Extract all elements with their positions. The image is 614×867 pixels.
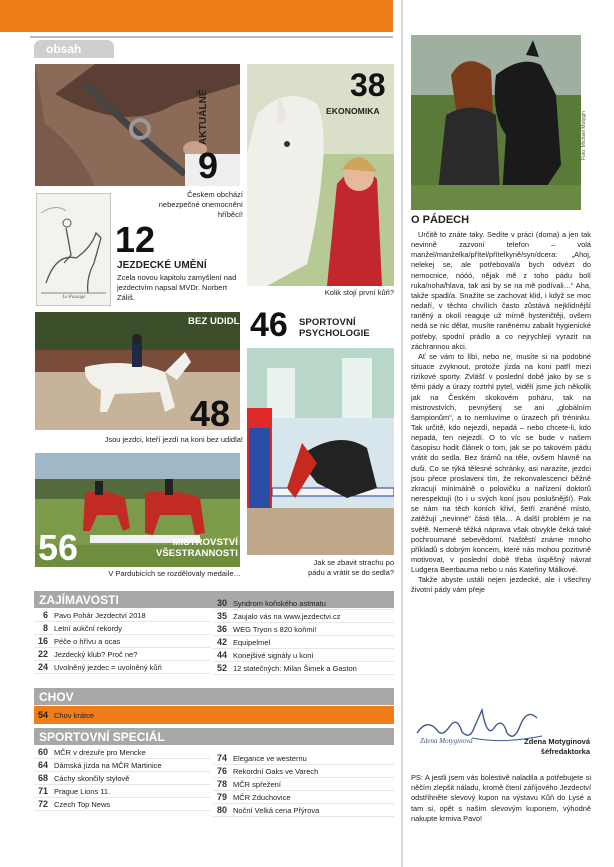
list-item[interactable] [34, 609, 210, 622]
item-title: Uvolněný jezdec = uvolněný kůň [54, 662, 162, 672]
item-page: 16 [37, 635, 48, 646]
item-page: 6 [42, 609, 48, 620]
feature-page-9: 9 [198, 145, 219, 186]
list-item[interactable] [34, 661, 210, 674]
list-item[interactable] [34, 759, 210, 772]
signature-text: Zdena Motyginová [420, 737, 473, 745]
section-bar-chov: CHOV [34, 688, 394, 705]
header-bar [0, 0, 393, 32]
item-page: 42 [216, 636, 227, 647]
list-item[interactable] [213, 610, 394, 623]
article-body [411, 230, 591, 596]
item-title: Zaujalo vás na www.jezdectvi.cz [233, 611, 341, 621]
article-ps: PS: A jestli jsem vás bolestivě naladila a potřebujete si něčím zlepšit náladu, kromě čtení záříjového Jezdectví odstřihněte slevový kupon na výstavu Kůň do Lysé a tam si, opět s naším slevovým kuponem, výhodně nakupte krmiva Pavo! [411, 773, 591, 823]
item-title: Konejšivé signály u koní [233, 650, 314, 660]
list-item[interactable] [34, 622, 210, 635]
feature-section-9: AKTUÁLNĚ [198, 89, 209, 145]
feature-caption-12: Zcela novou kapitolu zamyšlení nad jezdectvím napsal MVDr. Norbert Záliš. [117, 273, 237, 302]
list-sport-left [34, 746, 210, 811]
list-item[interactable] [213, 778, 394, 791]
item-title: WEG Tryon s 820 koňmi! [233, 624, 317, 634]
list-item[interactable] [213, 636, 394, 649]
list-item[interactable] [213, 791, 394, 804]
list-zajimavosti-right [213, 597, 394, 675]
item-page: 79 [216, 791, 227, 802]
item-page: 60 [37, 746, 48, 757]
section-bar-zajimavosti: ZAJÍMAVOSTI [34, 591, 394, 608]
list-item[interactable] [34, 798, 210, 811]
feature-caption-56: V Pardubicích se rozdělovaly medaile… [108, 569, 241, 578]
item-title: Péče o hřívu a ocas [54, 636, 121, 646]
item-page: 30 [216, 597, 227, 608]
feature-section-12: JEZDECKÉ UMĚNÍ [117, 260, 207, 271]
item-title: Rekordní Oaks ve Varech [233, 766, 319, 776]
item-title: Dámská jízda na MČR Martinice [54, 760, 162, 770]
list-sport-right [213, 752, 394, 817]
list-item[interactable] [213, 804, 394, 817]
list-item[interactable] [213, 662, 394, 675]
item-title: 12 statečných: Milan Šimek a Gaston [233, 663, 357, 673]
item-page: 54 [37, 710, 48, 720]
feature-section-46: SPORTOVNÍ PSYCHOLOGIE [299, 317, 370, 339]
article-title: O PÁDECH [411, 214, 470, 226]
list-zajimavosti-left [34, 609, 210, 674]
feature-page-48: 48 [190, 393, 231, 434]
item-page: 74 [216, 752, 227, 763]
feature-section-38: EKONOMIKA [326, 106, 380, 116]
item-title: Pavo Pohár Jezdectví 2018 [54, 610, 146, 620]
engraving-caption: Le Passage [62, 295, 86, 300]
editor-name: Zdena Motyginová [524, 737, 590, 746]
item-page: 71 [37, 785, 48, 796]
feature-caption-46: Jak se zbavit strachu po pádu a vrátit se do sedla? [308, 558, 394, 577]
item-page: 44 [216, 649, 227, 660]
list-item[interactable] [34, 772, 210, 785]
feature-section-56: MISTROVSTVÍ VŠESTRANNOSTI [155, 537, 238, 559]
feature-caption-38: Kolik stojí první kůň? [324, 288, 394, 297]
feature-page-56: 56 [38, 527, 79, 568]
item-page: 72 [37, 798, 48, 809]
article-paragraph: Určitě to znáte taky. Sedíte v práci (doma) a jen tak nevinně zazvoní telefon – volá manžel/manželka/přítel/přítelkyně/syn/dcera: „Ahoj, nelekej se, ale potřeboval/a bych odvézt do nemocnice, nóóó, nějak mě z toho pádu bolí ruka/noha/hlava, tak asi by se na mě podívali…“ Aha, takže spadl/a. Snažíte se zachovat klid, i když se moc nedaří, v těchto chvílích často zůstává nejklidnější raněný a okolí reaguje už mírně hysteričtěji, ovšem nedá se nic dělat, musíte raněnému zabalit hygienické potřeby, spodní prádlo a co nejrychleji vyrazit na záchrannou akci. [411, 230, 591, 351]
item-title: Equipelmel [233, 637, 271, 647]
feature-page-38: 38 [350, 67, 386, 103]
item-title: Noční Velká cena Přýrova [233, 805, 320, 815]
item-title: Letní aukční rekordy [54, 623, 122, 633]
list-item[interactable] [34, 648, 210, 661]
feature-caption-9: Českem obchází nebezpečné onemocnění hříběcí! [158, 190, 243, 219]
column-divider [401, 0, 403, 867]
item-title: Cáchy skončily stylově [54, 773, 130, 783]
editor-role: šéfredaktorka [540, 747, 590, 756]
list-item[interactable] [213, 752, 394, 765]
item-title: Prague Lions 11. [54, 786, 111, 796]
item-page: 68 [37, 772, 48, 783]
section-tab: obsah [34, 40, 114, 58]
feature-page-46: 46 [250, 306, 288, 344]
photo-editor-with-horse [411, 35, 581, 210]
list-item[interactable] [213, 623, 394, 636]
list-item[interactable] [34, 746, 210, 759]
item-page: 64 [37, 759, 48, 770]
item-page: 24 [37, 661, 48, 672]
feature-section-48: BEZ UDIDLA [188, 316, 247, 327]
item-title: MČR spřežení [233, 779, 281, 789]
chov-item-row[interactable] [34, 706, 394, 724]
item-page: 78 [216, 778, 227, 789]
item-title: Czech Top News [54, 799, 111, 809]
list-item[interactable] [34, 785, 210, 798]
list-item[interactable] [213, 649, 394, 662]
section-bar-sport: SPORTOVNÍ SPECIÁL [34, 728, 394, 745]
item-page: 8 [42, 622, 48, 633]
feature-caption-48: Jsou jezdci, kteří jezdí na koni bez udidla! [104, 435, 243, 444]
engraving-horse-rider [36, 193, 111, 306]
item-page: 52 [216, 662, 227, 673]
item-page: 76 [216, 765, 227, 776]
item-page: 36 [216, 623, 227, 634]
item-title: Syndrom koňského astmatu [233, 598, 326, 608]
item-page: 80 [216, 804, 227, 815]
item-page: 22 [37, 648, 48, 659]
article-paragraph: Takže abyste ustáli nejen jezdecké, ale i všechny životní pády vám přeje [411, 575, 591, 595]
feature-page-12: 12 [115, 219, 156, 260]
item-title: Elegance ve westernu [233, 753, 307, 763]
item-title: MČR v drezuře pro Mencke [54, 747, 146, 757]
photo-credit: Foto: Michael Motygin [581, 111, 587, 160]
article-paragraph: Ať se vám to líbí, nebo ne, musíte si na podobné situace zvyknout, protože jízda na koni patří mezi rizikové sporty. Zvlášť v poslední době jako by se s těmi pády a úrazy roztrhl pytel, vidělí jsme jich několik jak na Českém skokovém poháru, tak na mistrovstvích, pevnýšenj se ani „globálním šampionům“, a to nemluvíme o úrazech při tréninku. Tak určitě, kdo nejezdí, nepadá – nebo chcete-li, kdo nepadá, ten nejezdí. O to víc se bude v našem časopisu hodit článek o tom, jak se po takovém pádu vrátit do sedla. Bez šrámů na těle, ovšem hlavně na duši. Co se týká tělesné schránky, asi narazíte, jezdci jsou přece proslaveni tím, že rekonvalescenci běžně zkracují minimálně o polovičku a nařízení doktorů nerespektují (to i u svých koní jsou poslušnější). Pak se nám na těch koních křiví, šetří zraněné místo, zatěžují „nevinné“ části těla… A další problém je na světě. Nemeně těžká náprava však obvykle čeká také pochroumané sebevědomí. Naštěstí známe mnoho příkladů s dobrým koncem, které nás mohou pozitivně motivovat, v poslední době třeba úspěšný návrat Ludgera Beerbauma nebo u nás Kateřiny Málkové. [411, 351, 591, 575]
item-title: MČR Zduchovice [233, 792, 291, 802]
list-item[interactable] [34, 635, 210, 648]
item-title: Chov krátce [54, 710, 95, 720]
list-item[interactable] [213, 765, 394, 778]
item-title: Jezdecký klub? Proč ne? [54, 649, 138, 659]
photo-show-jumping-fall [247, 348, 394, 555]
item-page: 35 [216, 610, 227, 621]
list-item[interactable] [213, 597, 394, 610]
